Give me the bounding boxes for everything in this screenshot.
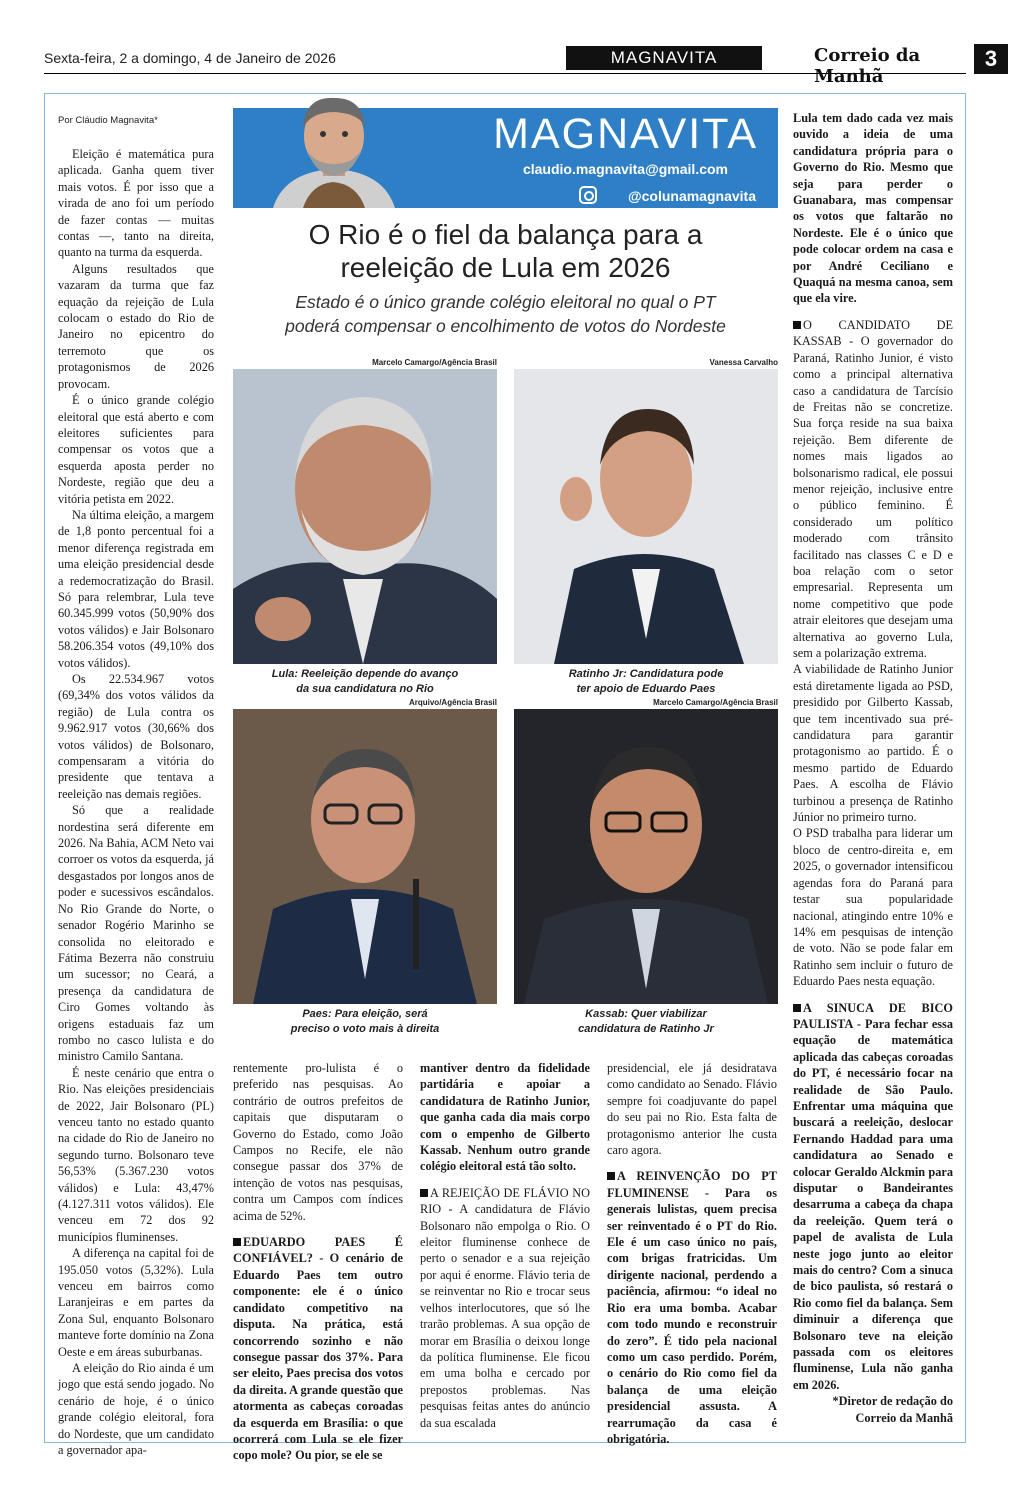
- paragraph: A eleição do Rio ainda é um jogo que está sendo jogado. No cenário de hoje, é o único grande colégio eleitoral, fora do Nordeste, que um candidato a governador apa-: [58, 1361, 214, 1458]
- caption-line: ter apoio de Eduardo Paes: [576, 683, 716, 695]
- paragraph: Lula tem dado cada vez mais ouvido a ideia de uma candidatura própria para o Governo do Rio. Mesmo que seja para perder o Guanabara, mas compensar os votos que faltarão no Nordeste. Ele é o único que pode colocar ordem na casa e por André Ceciliano e Quaquá na mesma canoa, sem que ela vire.: [793, 111, 953, 306]
- paragraph-text: EDUARDO PAES É CONFIÁVEL? - O cenário de Eduardo Paes tem outro componente: ele é o único candidato competitivo na disputa. Na prática, está concorrendo sozinho e não consegue passar dos 37%. Para ser eleito, Paes precisa dos votos da direita. A grande questão que atormenta as cabeças coroadas da esquerda em Brasília: o que ocorrerá com Lula se ele fizer copo mole? Ou pior, se ele se: [233, 1235, 403, 1463]
- paragraph: Eleição é matemática pura aplicada. Ganha quem tiver mais votos. É por isso que a virada de ano foi um período de fazer contas — muitas contas —, tanto na direita, quanto na turma da esquerda.: [58, 147, 214, 260]
- section-paragraph: [233, 1234, 403, 1464]
- section-paragraph: [793, 1000, 953, 1394]
- photo-caption: [233, 1007, 497, 1037]
- paragraph: Os 22.534.967 votos (69,34% dos votos válidos da região) de Lula contra os 9.962.917 votos (30,66% dos votos válidos) de Bolsonaro, compensaram a vitória do presidente que tentava a reeleição nas demais regiões.: [58, 672, 214, 801]
- paragraph: É o único grande colégio eleitoral que está aberto e com eleitores suficientes para compensar os votos que a esquerda aposta perder no Nordeste, região que deu a vitória petista em 2022.: [58, 393, 214, 506]
- paragraph: rentemente pro-lulista é o preferido nas pesquisas. Ao contrário de outros prefeitos de capitais que disputaram o Governo do Estado, como João Campos no Recife, ele não consegue passar dos 37% de intenção de votos nas pesquisas, contra um Campos com índices acima de 52%.: [233, 1061, 403, 1223]
- subhead-line: Estado é o único grande colégio eleitoral no qual o PT: [295, 292, 716, 312]
- columnist-portrait: [263, 84, 405, 208]
- paragraph: A viabilidade de Ratinho Junior está diretamente ligada ao PSD, presidido por Gilberto Kassab, que tem incentivado sua pré-candidatura para garantir protagonismo ao partido. É o mesmo partido de Eduardo Paes. A escolha de Flávio turbinou a presença de Ratinho Júnior no primeiro turno.: [793, 662, 953, 825]
- section-paragraph: [793, 317, 953, 662]
- photo-credit: Vanessa Carvalho: [709, 358, 778, 367]
- body-column-5: [793, 110, 953, 1426]
- paragraph: mantiver dentro da fidelidade partidária e apoiar a candidatura de Ratinho Junior, que ganha cada dia mais corpo com o empenho de Gilberto Kassab. Nenhum outro grande colégio eleitoral está tão solto.: [420, 1061, 590, 1174]
- square-bullet-icon: [793, 1004, 801, 1012]
- paragraph: O PSD trabalha para liderar um bloco de centro-direita e, em 2025, o governador intensificou agendas fora do Paraná para testar sua popularidade nacional, atingindo entre 10% e 14% em pesquisas de intenção de voto. Não se pode falar em Ratinho sem incluir o futuro de Eduardo Paes nesta equação.: [793, 826, 953, 989]
- body-column-4: [607, 1060, 777, 1447]
- page-number: 3: [974, 44, 1008, 74]
- section-paragraph: [420, 1185, 590, 1431]
- subheadline: [233, 290, 778, 338]
- photo-caption: [514, 667, 778, 697]
- paragraph: Alguns resultados que vazaram da turma que faz equação da rejeição de Lula colocam o estado do Rio de Janeiro no epicentro do terremoto que os protagonismos de 2026 provocam.: [58, 261, 214, 391]
- paragraph: É neste cenário que entra o Rio. Nas eleições presidenciais de 2022, Jair Bolsonaro (PL) venceu tanto no estado quanto na cidade do Rio de Janeiro no segundo turno. Bolsonaro teve 56,53% (5.367.230 votos válidos) e Lula: 43,47% (4.127.311 votos válidos). Ele venceu em 72 dos 92 municípios fluminenses.: [58, 1065, 214, 1244]
- photo-credit: Arquivo/Agência Brasil: [408, 698, 497, 707]
- page-header: [44, 44, 998, 87]
- body-column-2: [233, 1060, 403, 1464]
- instagram-icon: [579, 186, 597, 204]
- caption-line: Paes: Para eleição, será: [302, 1008, 428, 1020]
- photo-caption: [233, 667, 497, 697]
- byline: Por Cláudio Magnavita*: [58, 115, 158, 126]
- square-bullet-icon: [420, 1189, 428, 1197]
- paragraph-text: - A candidatura de Flávio Bolsonaro não empolga o Rio. O eleitor fluminense conhece de perto o senador e a sua rejeição por aqui é enorme. Flávio teria de se reinventar no Rio e trocar seus velhos interlocutores, que só lhe trarão problemas. A sua opção de morar em Brasília o deixou longe da política fluminense. Ele ficou em uma bolha e cercado por prepostos problemas. Nas pesquisas feitas antes do anúncio da sua escalada: [420, 1202, 590, 1430]
- caption-line: preciso o voto mais à direita: [290, 1023, 440, 1035]
- photo-kassab: [514, 709, 778, 1004]
- edition-date: Sexta-feira, 2 a domingo, 4 de Janeiro de 2026: [44, 50, 336, 66]
- paragraph-text: - O governador do Paraná, Ratinho Junior, é visto como a principal alternativa caso a candidatura de Tarcísio de Freitas não se concretize. Sua força reside na sua baixa rejeição. Bem diferente de nomes mais ligados ao bolsonarismo radical, ele possui menor rejeição, inclusive entre o público feminino. É considerado um político moderado com trânsito facilitado nas classes C e D e boa relação com o setor empresarial. Representa um nome competitivo que pode atrair eleitores que desejam uma alternativa ao governo Lula, sem a polarização extrema.: [793, 334, 953, 660]
- signoff-line: *Diretor de redação do: [832, 1394, 953, 1409]
- caption-line: Kassab: Quer viabilizar: [585, 1008, 707, 1020]
- instagram-handle: @colunamagnavita: [627, 188, 756, 204]
- paragraph: Na última eleição, a margem de 1,8 ponto percentual foi a menor diferença registrada em uma eleição presidencial desde a redemocratização do Brasil. Só para relembrar, Lula teve 60.345.999 votos (50,90% dos votos válidos) e Jair Bolsonaro 58.206.354 votos (49,10% dos votos válidos).: [58, 507, 214, 670]
- section-head: O CANDIDATO DE KASSAB: [793, 317, 953, 349]
- paragraph-text: A REINVENÇÃO DO PT FLUMINENSE - Para os generais lulistas, quem precisa ser reinventado é o PT do Rio. Ele é um caso único no país, com brigas fratricidas. Um dirigente nacional, perdendo a paciência, afirmou: “o ideal no Rio era uma bomba. Acabar com todo mundo e reconstruir do zero”. É tido pela nacional como um caso perdido. Porém, o cenário do Rio como fiel da balança de uma eleição presidencial assusta. A rearrumação da casa é obrigatória.: [607, 1169, 777, 1446]
- square-bullet-icon: [607, 1172, 615, 1180]
- signoff: [793, 1393, 953, 1426]
- photo-credit: Marcelo Camargo/Agência Brasil: [372, 358, 497, 367]
- headline: [233, 218, 778, 284]
- square-bullet-icon: [233, 1238, 241, 1246]
- paragraph-text: A SINUCA DE BICO PAULISTA - Para fechar essa equação de matemática aplicada das cabeças coroadas do PT, é necessário focar na realidade de São Paulo. Enfrentar uma máquina que buscará a reeleição, deslocar Fernando Haddad para uma candidatura ao Senado e colocar Geraldo Alckmin para disputar o Bandeirantes desarruma a cabeça da chapa da reeleição. Quem terá o papel de avalista de Lula neste jogo junto ao eleitor mais do centro? Com a sinuca de bico paulista, só restará o Rio como fiel da balança. Sem diminuir a diferença que Bolsonaro teve na eleição passada com os eleitores fluminense, Lula não ganha em 2026.: [793, 1000, 953, 1392]
- section-tab: MAGNAVITA: [566, 46, 762, 70]
- column-masthead: [233, 108, 778, 208]
- body-column-1: [58, 146, 214, 1459]
- caption-line: da sua candidatura no Rio: [296, 683, 434, 695]
- caption-line: candidatura de Ratinho Jr: [578, 1023, 714, 1035]
- section-head: A REJEIÇÃO DE FLÁVIO NO RIO: [420, 1185, 590, 1217]
- square-bullet-icon: [793, 321, 801, 329]
- photo-ratinho: [514, 369, 778, 664]
- photo-caption: [514, 1007, 778, 1037]
- paragraph: A diferença na capital foi de 195.050 votos (5,32%). Lula venceu em bairros como Laranjeiras e em partes da Zona Sul, enquanto Bolsonaro manteve forte domínio na Zona Oeste e em áreas suburbanas.: [58, 1246, 214, 1359]
- paragraph: Só que a realidade nordestina será diferente em 2026. Na Bahia, ACM Neto vai corroer os votos da esquerda, já desgastados por longos anos de poder e sucessivos escândalos. No Rio Grande do Norte, o senador Rogério Marinho se consolida no eleitorado e Fátima Bezerra não construiu um sucessor; no Ceará, a presença da candidatura de Ciro Gomes voltando às origens estaduais faz um rombo no casco lulista e do ministro Camilo Santana.: [58, 803, 214, 1064]
- headline-line: O Rio é o fiel da balança para a: [308, 219, 703, 250]
- section-paragraph: [607, 1168, 777, 1447]
- photo-paes: [233, 709, 497, 1004]
- caption-line: Ratinho Jr: Candidatura pode: [568, 668, 724, 680]
- paragraph: presidencial, ele já desidratava como candidato ao Senado. Flávio sempre foi coadjuvante do papel do seu pai no Rio. Esta falta de protagonismo anterior lhe custa caro agora.: [607, 1061, 777, 1158]
- signoff-line: Correio da Manhã: [855, 1410, 953, 1425]
- subhead-line: poderá compensar o encolhimento de votos do Nordeste: [285, 316, 726, 336]
- headline-line: reeleição de Lula em 2026: [340, 252, 671, 283]
- column-title: MAGNAVITA: [493, 110, 758, 158]
- newspaper-logo: Correio da Manhã: [814, 45, 921, 87]
- columnist-email: claudio.magnavita@gmail.com: [522, 161, 728, 177]
- photo-lula: [233, 369, 497, 664]
- photo-credit: Marcelo Camargo/Agência Brasil: [653, 698, 778, 707]
- body-column-3: [420, 1060, 590, 1431]
- caption-line: Lula: Reeleição depende do avanço: [271, 668, 459, 680]
